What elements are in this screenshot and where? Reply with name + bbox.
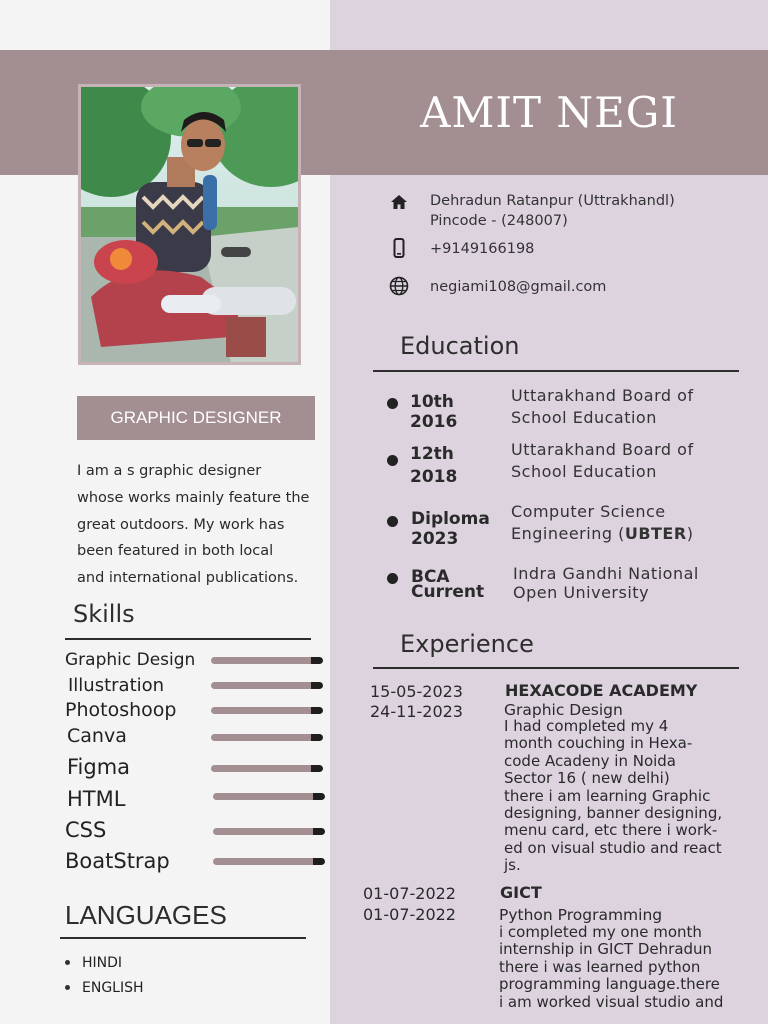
bio-line: I am a s graphic designer (77, 463, 262, 479)
job-title-badge: GRAPHIC DESIGNER (77, 396, 315, 440)
experience-organization: GICT (500, 883, 542, 902)
skill-bar (211, 682, 323, 689)
skill-bar-knob (311, 765, 323, 772)
education-institution: Engineering (UBTER) (511, 524, 694, 543)
skill-bar (213, 858, 325, 865)
experience-line: programming language.there (499, 975, 720, 994)
experience-description (504, 718, 766, 875)
email-address: negiami108@gmail.com (430, 279, 607, 295)
skill-name: Photoshoop (65, 699, 177, 721)
phone-number: +9149166198 (430, 241, 535, 257)
bio-line: and international publications. (77, 570, 299, 587)
bullet-icon (387, 516, 398, 527)
experience-end-date: 24-11-2023 (370, 702, 463, 721)
skill-name: HTML (67, 787, 126, 811)
experience-start-date: 15-05-2023 (370, 682, 463, 701)
experience-line: there i was learned python (499, 957, 701, 976)
experience-line: designing, banner designing, (504, 804, 723, 823)
skill-name: Figma (67, 755, 131, 779)
experience-heading: Experience (400, 630, 534, 658)
skills-heading: Skills (73, 600, 135, 628)
candidate-name: AMIT NEGI (420, 88, 678, 137)
experience-line: month couching in Hexa- (504, 734, 693, 753)
experience-line: internship in GICT Dehradun (499, 940, 713, 959)
experience-role: Python Programming (499, 906, 663, 924)
education-institution: School Education (511, 462, 657, 481)
experience-description (499, 924, 764, 1011)
experience-role: Graphic Design (504, 701, 623, 719)
education-level: BCA (411, 567, 450, 587)
skill-bar (211, 657, 323, 664)
skill-bar (211, 734, 323, 741)
bio-line: been featured in both local (77, 543, 274, 560)
pincode-line: Pincode - (248007) (430, 213, 568, 229)
education-year: Current (411, 582, 485, 602)
languages-heading: LANGUAGES (65, 900, 227, 930)
experience-start-date: 01-07-2022 (363, 884, 456, 903)
education-institution: Uttarakhand Board of (511, 440, 694, 459)
skill-bar (213, 793, 325, 800)
education-institution: School Education (511, 408, 657, 427)
bullet-icon (387, 573, 398, 584)
education-institution: Open University (513, 583, 650, 602)
experience-line: i completed my one month (499, 923, 702, 941)
skill-bar-knob (311, 657, 323, 664)
education-level: Diploma (411, 509, 490, 529)
experience-line: there i am learning Graphic (504, 786, 711, 805)
skill-name: Canva (67, 725, 127, 747)
skill-bar-knob (311, 734, 323, 741)
education-year: 2023 (411, 529, 459, 549)
bullet-icon (65, 985, 70, 990)
languages-divider (60, 937, 306, 939)
education-institution: Computer Science (511, 502, 666, 521)
education-heading: Education (400, 332, 520, 360)
education-level: 12th (410, 444, 454, 464)
bullet-icon (387, 455, 398, 466)
education-institution: Uttarakhand Board of (511, 386, 694, 405)
globe-icon (389, 276, 409, 296)
experience-line: i am worked visual studio and (499, 992, 724, 1011)
languages-list (65, 950, 144, 1000)
experience-end-date: 01-07-2022 (363, 905, 456, 924)
skill-name: BoatStrap (65, 849, 170, 873)
experience-line: I had completed my 4 (504, 717, 669, 735)
address-line: Dehradun Ratanpur (Uttrakhandl) (430, 193, 675, 209)
education-level: 10th (410, 392, 454, 412)
experience-organization: HEXACODE ACADEMY (505, 681, 698, 700)
skill-bar-knob (311, 682, 323, 689)
skill-bar-knob (311, 707, 323, 714)
education-divider (373, 370, 739, 372)
experience-line: js. (504, 856, 521, 875)
skill-name: Illustration (68, 675, 165, 696)
education-year: 2018 (410, 467, 458, 487)
education-year: 2016 (410, 412, 458, 432)
skill-name: Graphic Design (65, 650, 196, 670)
bio-line: great outdoors. My work has (77, 516, 285, 533)
bullet-icon (65, 960, 70, 965)
language-item: HINDI (65, 950, 144, 975)
phone-icon (389, 238, 409, 258)
skill-bar-knob (313, 793, 325, 800)
skills-divider (65, 638, 311, 640)
experience-line: menu card, etc there i work- (504, 821, 718, 840)
language-item: ENGLISH (65, 975, 144, 1000)
home-icon (389, 192, 409, 212)
skill-bar (211, 707, 323, 714)
experience-line: code Acadeny in Noida (504, 751, 677, 770)
profile-photo (78, 84, 301, 365)
education-institution: Indra Gandhi National (513, 564, 699, 583)
skill-bar (213, 828, 325, 835)
experience-line: Sector 16 ( new delhi) (504, 769, 670, 788)
bio-paragraph (77, 458, 327, 592)
skill-bar (211, 765, 323, 772)
skill-name: CSS (65, 818, 107, 842)
skill-bar-knob (313, 858, 325, 865)
bullet-icon (387, 398, 398, 409)
experience-line: ed on visual studio and react (504, 838, 722, 857)
bio-line: whose works mainly feature the (77, 489, 310, 506)
experience-divider (373, 667, 739, 669)
skill-bar-knob (313, 828, 325, 835)
